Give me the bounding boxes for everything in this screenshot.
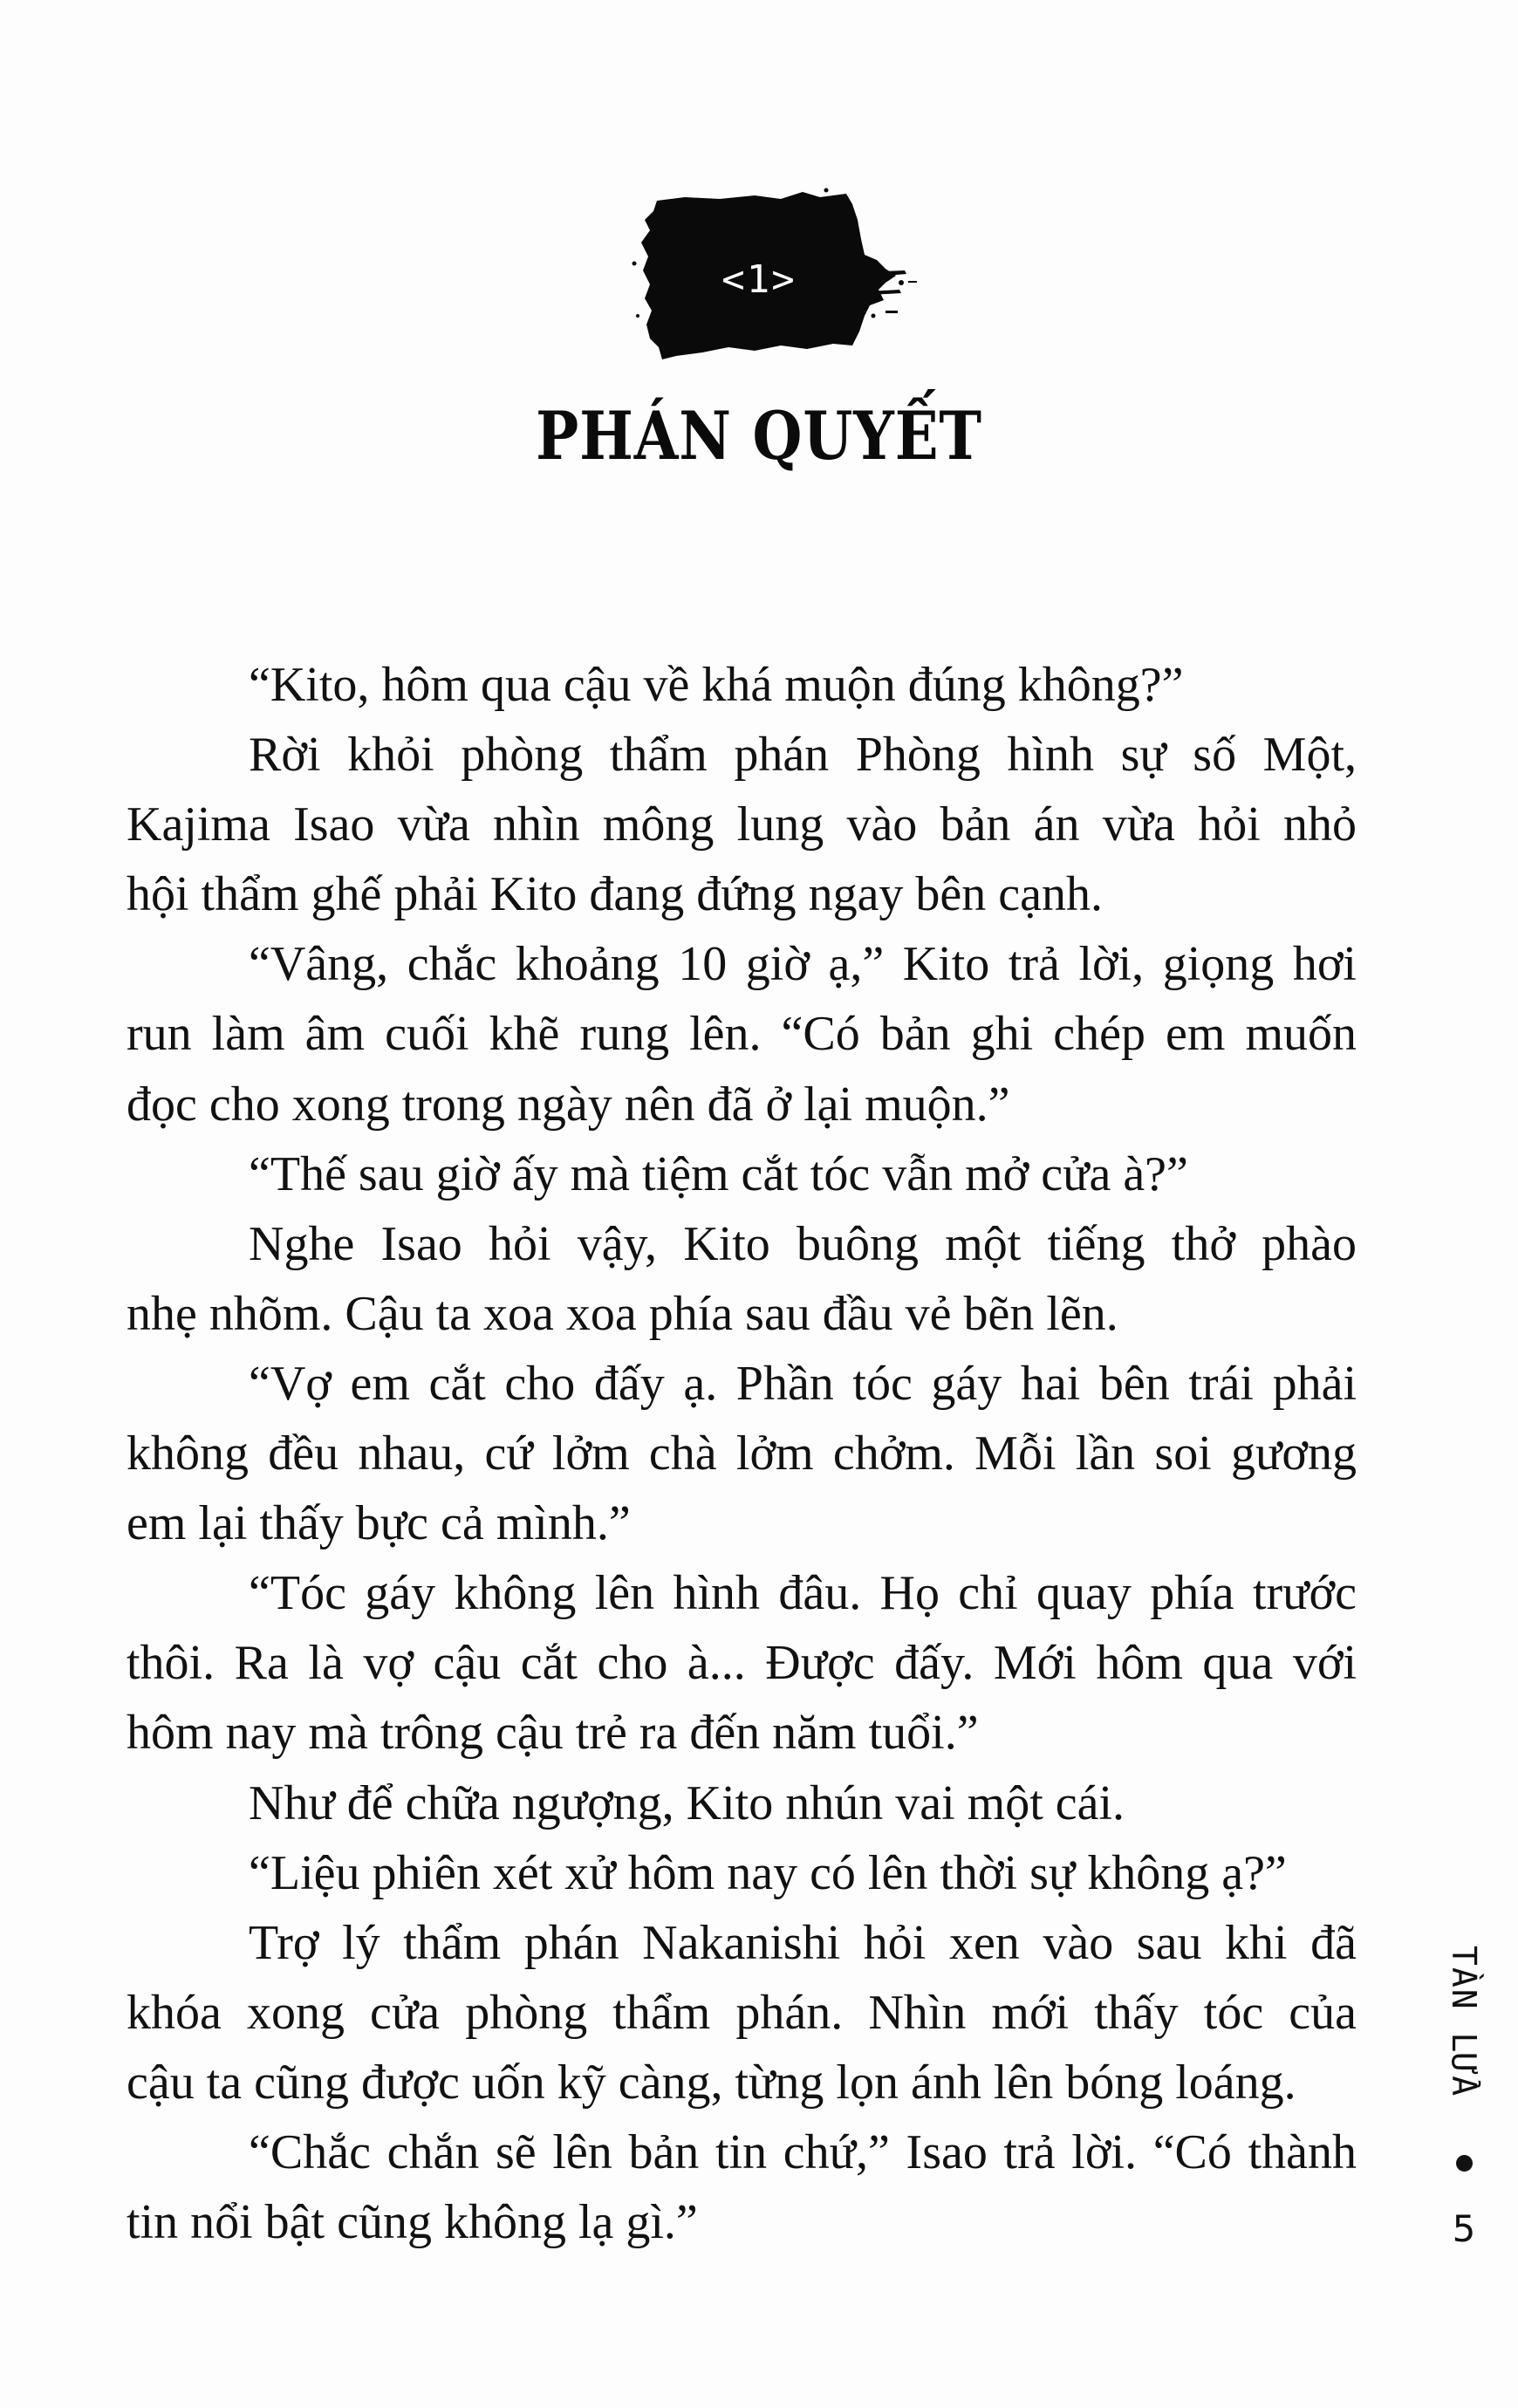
text-line: “Tóc gáy không lên hình đâu. Họ chỉ quay phía trước	[249, 1566, 1357, 1621]
text-line: run làm âm cuối khẽ rung lên. “Có bản ghi chép em muốn	[126, 1007, 1357, 1062]
chapter-badge	[641, 194, 877, 359]
text-line: Trợ lý thẩm phán Nakanishi hỏi xen vào sau khi đã	[249, 1915, 1357, 1970]
text-line: Như để chữa ngượng, Kito nhún vai một cái.	[249, 1775, 1125, 1830]
running-head-book-title: TÀN LỬA	[1445, 1946, 1483, 2098]
text-line: “Vâng, chắc khoảng 10 giờ ạ,” Kito trả lời, giọng hơi	[249, 937, 1357, 992]
text-line: thôi. Ra là vợ cậu cắt cho à... Được đấy. Mới hôm qua với	[126, 1636, 1357, 1691]
body-text	[126, 650, 1357, 2257]
text-line: hôm nay mà trông cậu trẻ ra đến năm tuổi.”	[126, 1706, 979, 1761]
chapter-title: PHÁN QUYẾT	[536, 397, 982, 475]
text-line: tin nổi bật cũng không lạ gì.”	[126, 2195, 698, 2250]
text-line: nhẹ nhõm. Cậu ta xoa xoa phía sau đầu vẻ bẽn lẽn.	[126, 1286, 1118, 1341]
text-line: Nghe Isao hỏi vậy, Kito buông một tiếng thở phào	[249, 1216, 1357, 1271]
text-line: đọc cho xong trong ngày nên đã ở lại muộn.”	[126, 1077, 1010, 1132]
text-line: “Chắc chắn sẽ lên bản tin chứ,” Isao trả lời. “Có thành	[249, 2124, 1357, 2179]
text-line: Kajima Isao vừa nhìn mông lung vào bản án vừa hỏi nhỏ	[126, 797, 1357, 852]
text-line: em lại thấy bực cả mình.”	[126, 1496, 631, 1551]
chapter-number: <1>	[721, 257, 797, 302]
text-line: “Thế sau giờ ấy mà tiệm cắt tóc vẫn mở cửa à?”	[249, 1146, 1188, 1201]
text-line: “Kito, hôm qua cậu về khá muộn đúng không?”	[249, 658, 1184, 712]
text-line: “Vợ em cắt cho đấy ạ. Phần tóc gáy hai bên trái phải	[249, 1356, 1357, 1411]
text-line: cậu ta cũng được uốn kỹ càng, từng lọn ánh lên bóng loáng.	[126, 2055, 1296, 2110]
text-line: không đều nhau, cứ lởm chà lởm chởm. Mỗi lần soi gương	[126, 1426, 1357, 1481]
text-line: “Liệu phiên xét xử hôm nay có lên thời sự không ạ?”	[249, 1845, 1287, 1900]
text-line: Rời khỏi phòng thẩm phán Phòng hình sự số Một,	[249, 728, 1357, 783]
text-line: khóa xong cửa phòng thẩm phán. Nhìn mới thấy tóc của	[126, 1985, 1357, 2040]
bullet-separator-icon	[1456, 2155, 1473, 2172]
page-number: 5	[1452, 2207, 1476, 2250]
text-line: hội thẩm ghế phải Kito đang đứng ngay bên cạnh.	[126, 867, 1103, 922]
